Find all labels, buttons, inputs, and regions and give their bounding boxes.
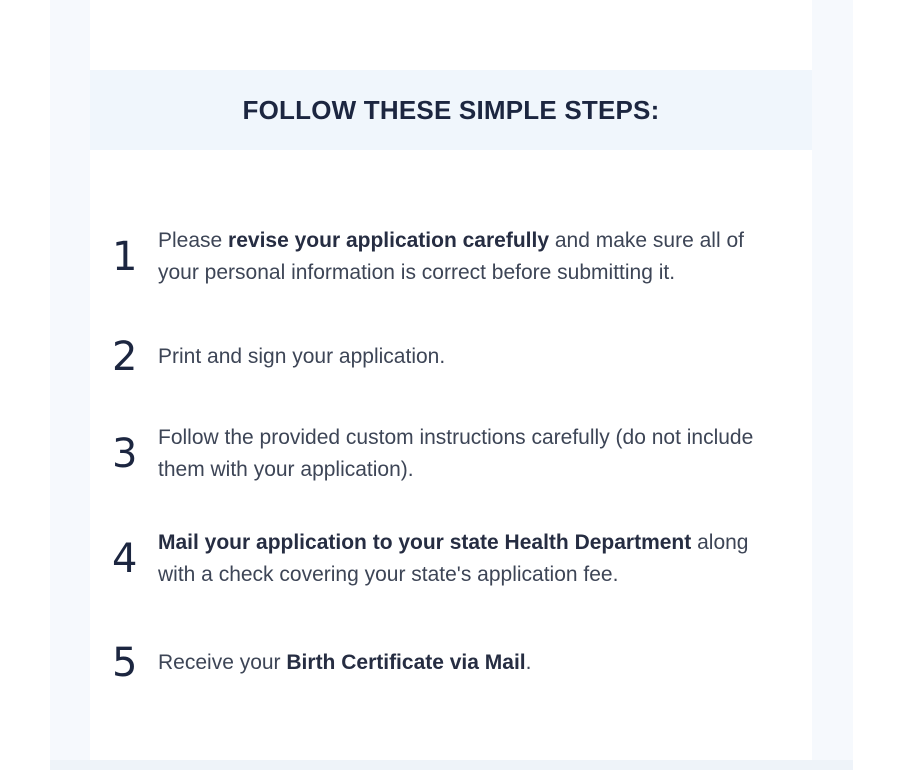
steps-header: [90, 70, 812, 150]
step-number: 1: [112, 234, 138, 280]
step-item-5: [108, 640, 788, 686]
step-item-3: [108, 422, 788, 486]
step-text-plain: along with a check covering your state's application fee.: [158, 531, 749, 586]
step-item-2: [108, 334, 788, 380]
step-number: 3: [112, 431, 138, 477]
bottom-divider: [50, 760, 853, 770]
steps-title: FOLLOW THESE SIMPLE STEPS:: [242, 94, 660, 125]
step-text-plain: and make sure all of your personal information is correct before submitting it.: [158, 229, 744, 284]
step-text-bold: Birth Certificate via Mail: [286, 651, 526, 674]
step-text-bold: revise your application carefully: [228, 229, 550, 252]
step-item-4: [108, 527, 788, 591]
step-text-plain: Please: [158, 229, 229, 252]
step-text-bold: Mail your application to your state Health Department: [158, 531, 692, 554]
step-text: [158, 225, 788, 289]
step-number: 5: [112, 640, 138, 686]
step-text-plain: Receive your: [158, 651, 287, 674]
step-item-1: [108, 225, 788, 289]
step-number: 2: [112, 334, 138, 380]
step-text: Follow the provided custom instructions carefully (do not include them with your application).: [158, 426, 754, 481]
step-text: [158, 527, 768, 591]
step-text: Print and sign your application.: [158, 345, 446, 368]
step-text-plain: .: [525, 651, 532, 674]
step-number: 4: [112, 536, 138, 582]
step-text: [158, 647, 531, 679]
